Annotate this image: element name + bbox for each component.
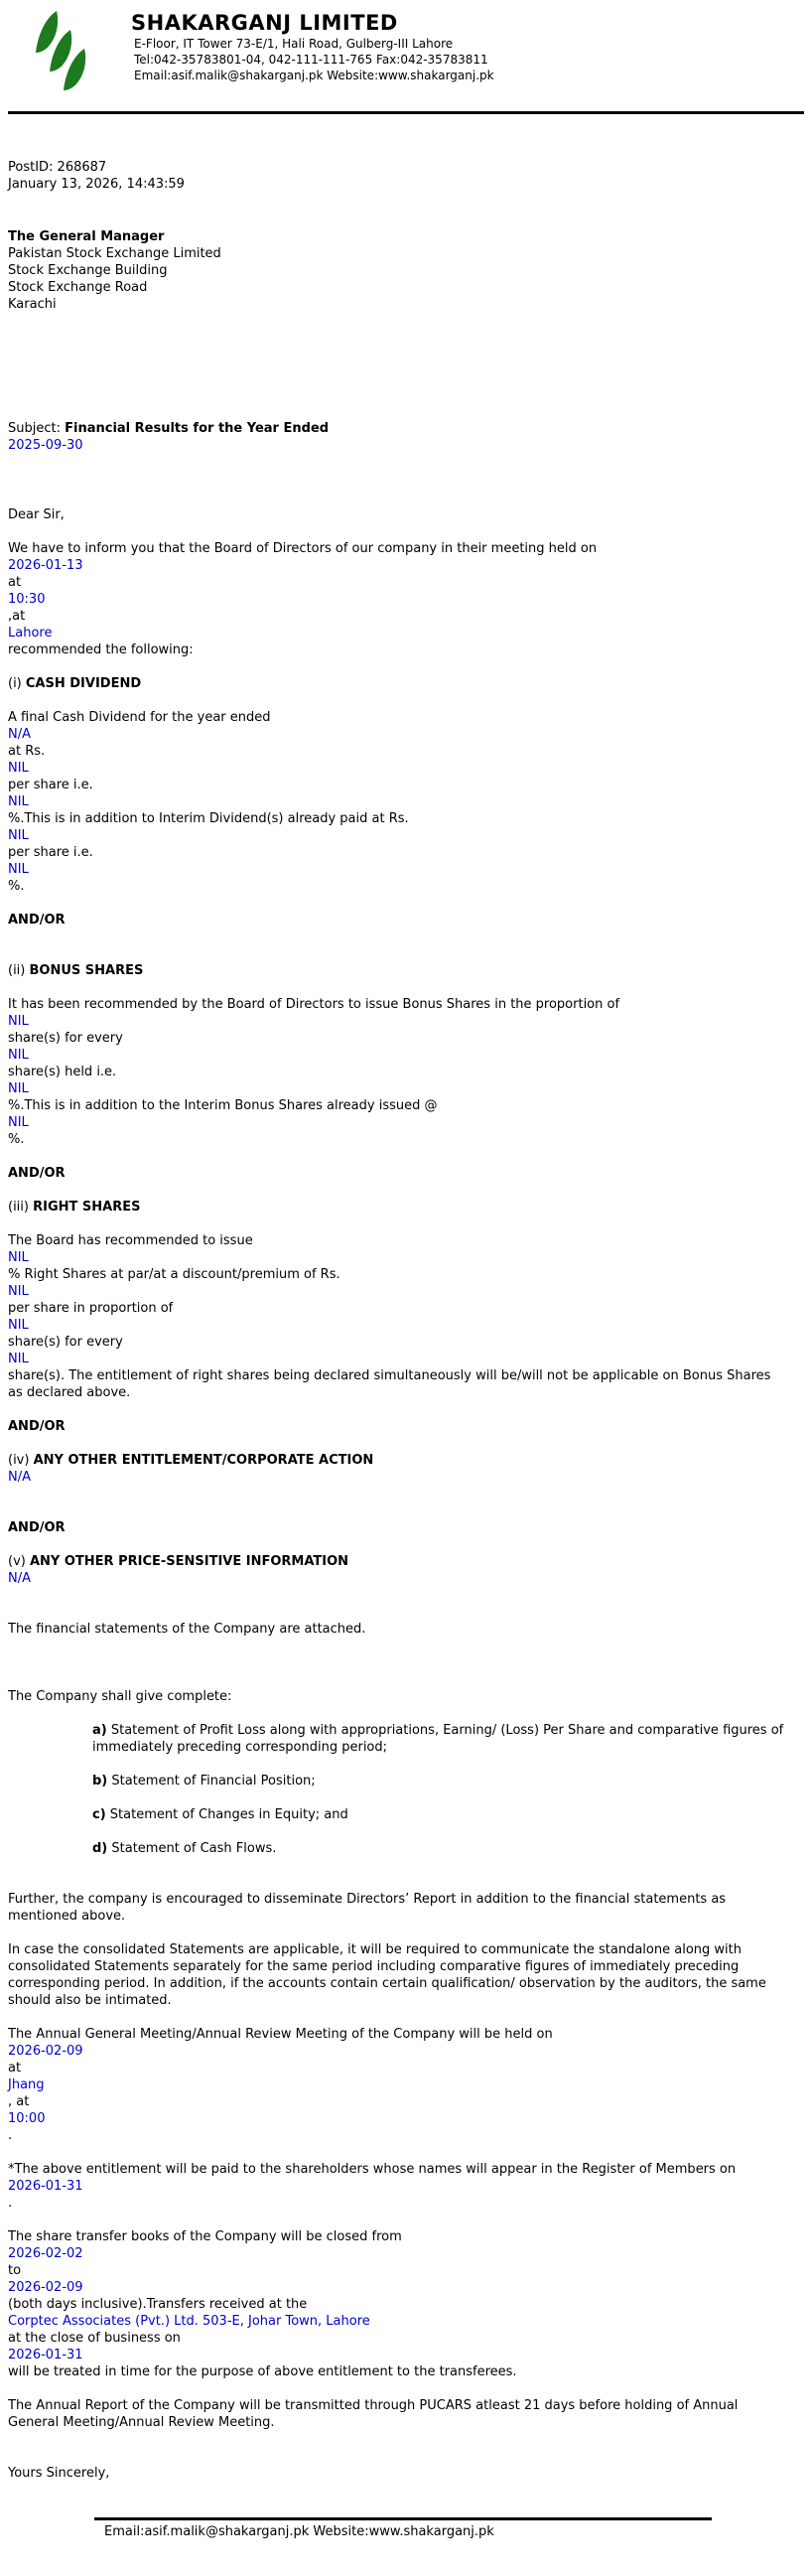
meeting-intro — [8, 540, 787, 658]
text: January 13, 2026, 14:43:59 — [8, 177, 185, 192]
item-d — [92, 1840, 787, 1857]
letterhead-address: E-Floor, IT Tower 73-E/1, Hali Road, Gulberg-III Lahore — [134, 37, 454, 51]
salutation — [8, 506, 787, 523]
text: (both days inclusive).Transfers received at the — [8, 2297, 308, 2312]
text: share(s) held i.e. — [8, 1065, 117, 1079]
text: Further, the company is encouraged to disseminate Directors’ Report in addition to the financial statements as mentioned above. — [8, 1892, 727, 1924]
bonus-shares — [8, 996, 787, 1148]
bold-text: AND/OR — [8, 913, 66, 928]
statements-attached — [8, 1621, 787, 1638]
text: Stock Exchange Building — [8, 263, 168, 278]
text: *The above entitlement will be paid to the shareholders whose names will appear in the Register of Members on — [8, 2162, 737, 2177]
letterhead — [0, 0, 811, 111]
field-value: 2026-02-02 — [8, 2246, 83, 2261]
field-value: NIL — [8, 1250, 29, 1265]
field-value: 2025-09-30 — [8, 438, 83, 453]
field-value: 10:00 — [8, 2111, 46, 2126]
further-note — [8, 1891, 787, 1925]
bold-text: CASH DIVIDEND — [25, 676, 142, 691]
text: at the close of business on — [8, 2331, 181, 2346]
cash-dividend — [8, 709, 787, 895]
item-a — [92, 1722, 787, 1756]
field-value: N/A — [8, 727, 31, 742]
text: % Right Shares at par/at a discount/premium of Rs. — [8, 1267, 340, 1282]
field-value: NIL — [8, 1115, 29, 1130]
field-value: NIL — [8, 862, 29, 877]
text: share(s). The entitlement of right shares being declared simultaneously will be/will not be applicable on Bonus Shares as declared above. — [8, 1368, 771, 1400]
header-divider — [8, 111, 804, 114]
field-value: NIL — [8, 1284, 29, 1299]
text: The financial statements of the Company are attached. — [8, 1622, 366, 1637]
text: %.This is in addition to Interim Dividend(s) already paid at Rs. — [8, 811, 409, 826]
text: to — [8, 2263, 22, 2278]
give-complete — [8, 1688, 787, 1705]
field-value: NIL — [8, 1048, 29, 1063]
and-or — [8, 1165, 787, 1182]
field-value: NIL — [8, 1014, 29, 1029]
text: The Board has recommended to issue — [8, 1233, 253, 1248]
text: at — [8, 575, 22, 590]
field-value: N/A — [8, 1470, 31, 1485]
letterhead-email: Email:asif.malik@shakarganj.pk Website:www.shakarganj.pk — [134, 69, 494, 82]
text: share(s) for every — [8, 1335, 123, 1350]
bold-text: AND/OR — [8, 1166, 66, 1181]
text: Subject: — [8, 421, 66, 436]
bold-text: AND/OR — [8, 1419, 66, 1434]
bold-text: ANY OTHER ENTITLEMENT/CORPORATE ACTION — [33, 1453, 374, 1468]
bold-text: The General Manager — [8, 229, 165, 244]
bold-text: a) — [92, 1723, 107, 1738]
heading-other-entitlement — [8, 1452, 787, 1486]
text: . — [8, 2128, 13, 2143]
heading-cash-dividend — [8, 675, 787, 692]
text: %.This is in addition to the Interim Bonus Shares already issued @ — [8, 1098, 438, 1113]
bold-text: AND/OR — [8, 1520, 66, 1535]
bold-text: ANY OTHER PRICE-SENSITIVE INFORMATION — [29, 1554, 349, 1569]
text: . — [8, 2196, 13, 2211]
field-value: 2026-01-31 — [8, 2179, 83, 2194]
text: Statement of Financial Position; — [107, 1774, 316, 1789]
text: per share in proportion of — [8, 1301, 174, 1316]
text: ,at — [8, 609, 26, 624]
text: per share i.e. — [8, 845, 93, 860]
field-value: NIL — [8, 828, 29, 843]
item-c — [92, 1806, 787, 1823]
field-value: 2026-02-09 — [8, 2044, 83, 2059]
annual-report-note — [8, 2397, 787, 2431]
field-value: 2026-02-09 — [8, 2280, 83, 2295]
book-closure — [8, 2228, 787, 2380]
text: (ii) — [8, 963, 30, 978]
text: It has been recommended by the Board of Directors to issue Bonus Shares in the proportion of — [8, 997, 620, 1012]
post-meta — [8, 159, 787, 193]
bold-text: Financial Results for the Year Ended — [65, 421, 330, 436]
field-value: N/A — [8, 1571, 31, 1586]
right-shares — [8, 1232, 787, 1401]
text: The Annual General Meeting/Annual Review Meeting of the Company will be held on — [8, 2027, 553, 2042]
text: Yours Sincerely, — [8, 2466, 110, 2481]
field-value: Jhang — [8, 2077, 45, 2092]
text: %. — [8, 879, 25, 894]
text: In case the consolidated Statements are applicable, it will be required to communicate the standalone along with consolidated Statements separately for the same period including comparative figures of immediately preceding corresponding period. In addition, if the accounts contain certain qualification/ observation by the auditors, the same should also be intimated. — [8, 1942, 766, 2008]
field-value: NIL — [8, 1352, 29, 1366]
text: The Annual Report of the Company will be transmitted through PUCARS atleast 21 days before holding of Annual General Meeting/Annual Review Meeting. — [8, 2398, 739, 2430]
text: share(s) for every — [8, 1031, 123, 1046]
item-b — [92, 1773, 787, 1789]
and-or — [8, 1418, 787, 1435]
text: per share i.e. — [8, 778, 93, 792]
text: (i) — [8, 676, 26, 691]
heading-bonus-shares — [8, 962, 787, 979]
text: (iv) — [8, 1453, 34, 1468]
text: Pakistan Stock Exchange Limited — [8, 246, 221, 261]
text: will be treated in time for the purpose of above entitlement to the transferees. — [8, 2364, 517, 2379]
text: at Rs. — [8, 744, 46, 759]
text: (v) — [8, 1554, 30, 1569]
text: PostID: 268687 — [8, 160, 107, 175]
heading-right-shares — [8, 1199, 787, 1216]
addressee — [8, 228, 787, 313]
company-name: SHAKARGANJ LIMITED — [131, 11, 398, 35]
subject-line — [8, 420, 787, 454]
field-value: NIL — [8, 1318, 29, 1333]
text: Karachi — [8, 297, 57, 312]
footer-contact: Email:asif.malik@shakarganj.pk Website:www.shakarganj.pk — [104, 2524, 494, 2539]
letter-body — [8, 159, 787, 2482]
bold-text: BONUS SHARES — [29, 963, 144, 978]
heading-price-sensitive — [8, 1553, 787, 1587]
text: A final Cash Dividend for the year ended — [8, 710, 271, 725]
text: The share transfer books of the Company will be closed from — [8, 2229, 402, 2244]
bold-text: c) — [92, 1807, 106, 1822]
bold-text: b) — [92, 1774, 108, 1789]
bold-text: d) — [92, 1841, 108, 1856]
company-logo-icon — [33, 11, 94, 90]
field-value: Lahore — [8, 626, 53, 641]
field-value: 2026-01-13 — [8, 558, 83, 573]
field-value: 2026-01-31 — [8, 2348, 83, 2362]
text: Statement of Changes in Equity; and — [105, 1807, 348, 1822]
closing — [8, 2465, 787, 2482]
text: Dear Sir, — [8, 507, 65, 522]
text: recommended the following: — [8, 643, 194, 657]
field-value: 10:30 — [8, 592, 46, 607]
text: Stock Exchange Road — [8, 280, 148, 295]
letterhead-text — [131, 10, 494, 83]
letterhead-phone: Tel:042-35783801-04, 042-111-111-765 Fax:042-35783811 — [134, 53, 488, 67]
field-value: Corptec Associates (Pvt.) Ltd. 503-E, Johar Town, Lahore — [8, 2314, 370, 2329]
bold-text: RIGHT SHARES — [33, 1200, 141, 1215]
text: , at — [8, 2094, 30, 2109]
text: We have to inform you that the Board of Directors of our company in their meeting held on — [8, 541, 598, 556]
entitlement-record-date — [8, 2161, 787, 2212]
and-or — [8, 912, 787, 929]
consolidated-note — [8, 1941, 787, 2009]
text: (iii) — [8, 1200, 34, 1215]
field-value: NIL — [8, 761, 29, 776]
text: The Company shall give complete: — [8, 1689, 232, 1704]
text: %. — [8, 1132, 25, 1147]
text: Statement of Cash Flows. — [107, 1841, 277, 1856]
text: Statement of Profit Loss along with appropriations, Earning/ (Loss) Per Share and comparative figures of immediately preceding corresponding period; — [92, 1723, 784, 1755]
field-value: NIL — [8, 1081, 29, 1096]
agm-details — [8, 2026, 787, 2144]
field-value: NIL — [8, 794, 29, 809]
text: at — [8, 2061, 22, 2075]
page-footer — [94, 2517, 712, 2560]
and-or — [8, 1519, 787, 1536]
